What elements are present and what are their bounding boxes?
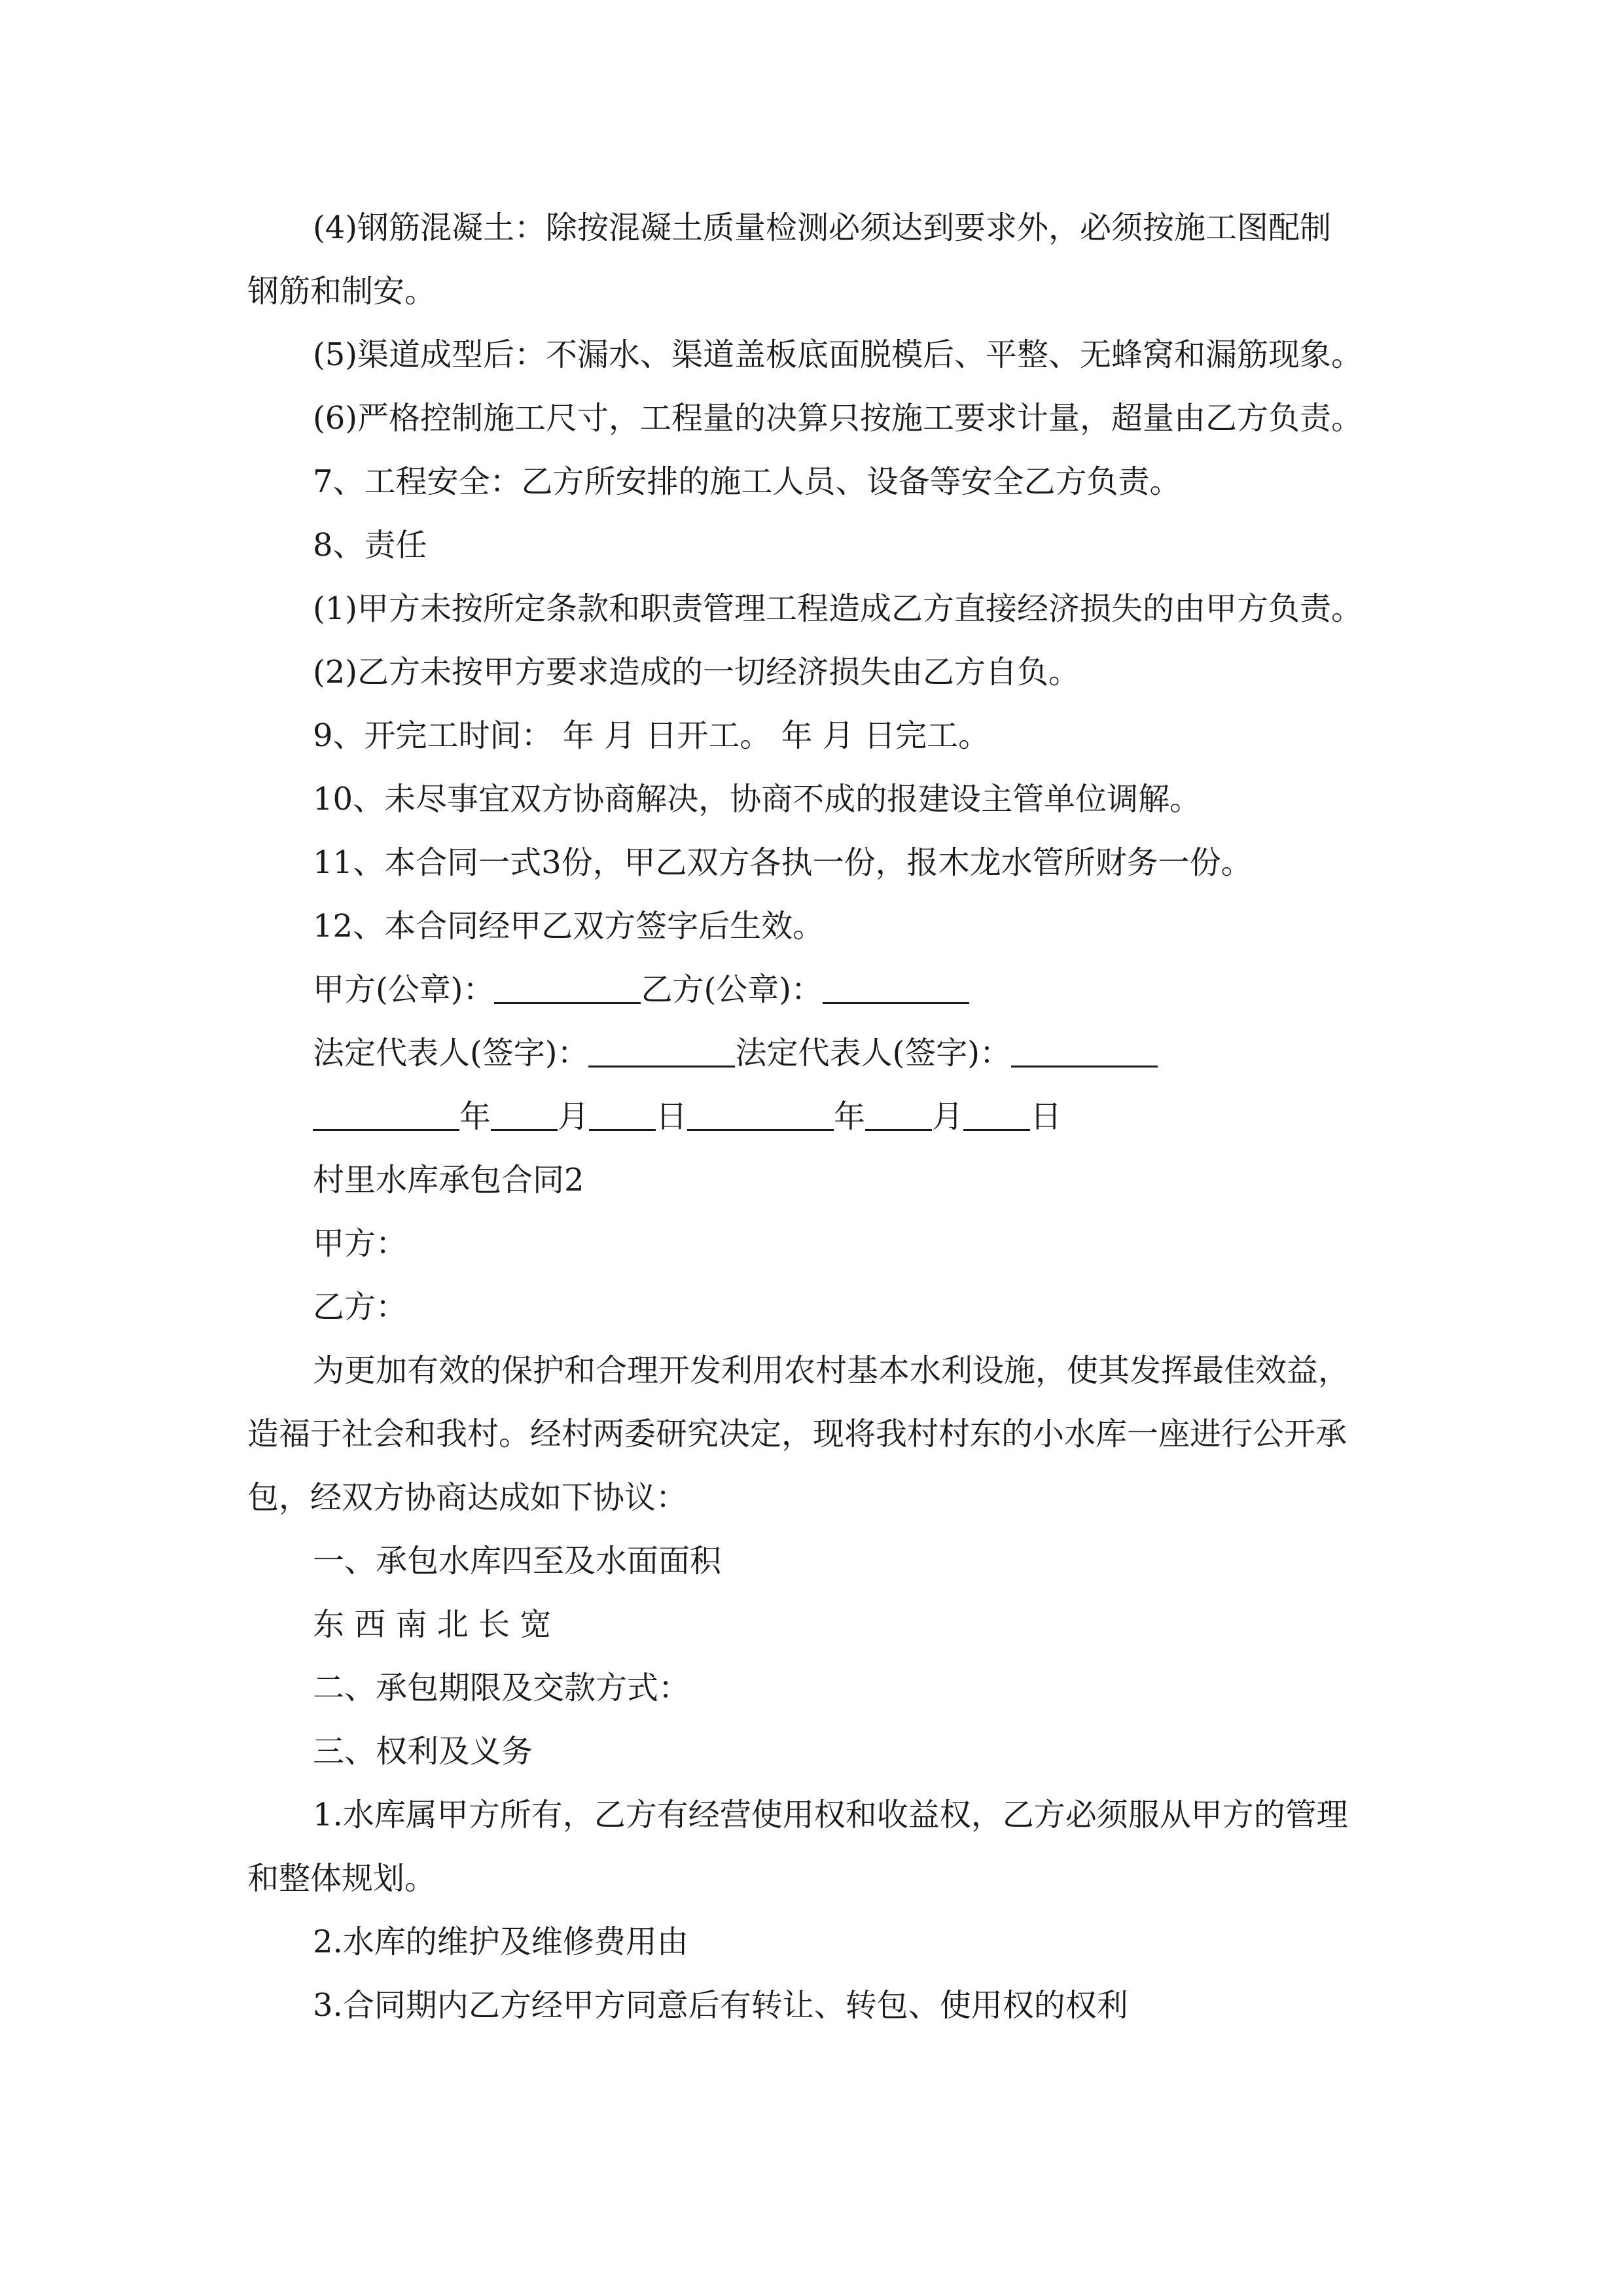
day-blank-b (963, 1098, 1030, 1131)
section-heading: 三、权利及义务 (313, 1733, 533, 1770)
party-a-seal-blank (494, 971, 641, 1004)
rep-sign-a-blank (588, 1034, 735, 1067)
year-blank-b (687, 1098, 834, 1131)
party-b-seal-label: 乙方(公章)： (641, 971, 823, 1008)
text-line: 9、开完工时间： 年 月 日开工。 年 月 日完工。 (313, 717, 990, 754)
text-line: 11、本合同一式3份，甲乙双方各执一份，报木龙水管所财务一份。 (313, 844, 1253, 881)
text-line: 为更加有效的保护和合理开发利用农村基本水利设施，使其发挥最佳效益， (313, 1352, 1350, 1389)
month-blank-b (865, 1098, 932, 1131)
rep-sign-b-label: 法定代表人(签字)： (735, 1035, 1011, 1071)
signature-line (247, 1022, 1397, 1085)
year-label: 年 (459, 1098, 491, 1135)
month-label: 月 (558, 1098, 590, 1135)
text-line: (4)钢筋混凝土：除按混凝土质量检测必须达到要求外，必须按施工图配制 (313, 209, 1331, 246)
text-line: 1.水库属甲方所有，乙方有经营使用权和收益权，乙方必须服从甲方的管理 (313, 1797, 1348, 1833)
text-line: 8、责任 (313, 527, 427, 564)
text-line: 12、本合同经甲乙双方签字后生效。 (313, 908, 825, 944)
text-line: 包，经双方协商达成如下协议： (247, 1479, 688, 1516)
text-line: (1)甲方未按所定条款和职责管理工程造成乙方直接经济损失的由甲方负责。 (313, 590, 1363, 627)
day-label: 日 (656, 1098, 688, 1135)
month-label: 月 (932, 1098, 964, 1135)
year-label: 年 (834, 1098, 866, 1135)
section-heading: 一、承包水库四至及水面面积 (313, 1543, 722, 1579)
text-line: 钢筋和制安。 (247, 273, 437, 310)
text-line: 和整体规划。 (247, 1860, 437, 1897)
section-heading: 二、承包期限及交款方式： (313, 1670, 690, 1706)
contract-title: 村里水库承包合同2 (313, 1162, 584, 1198)
month-blank-a (491, 1098, 558, 1131)
text-line: 7、工程安全：乙方所安排的施工人员、设备等安全乙方负责。 (313, 463, 1181, 500)
date-line (247, 1085, 1397, 1149)
party-a-line: 甲方： (313, 1225, 408, 1262)
party-b-line: 乙方： (313, 1289, 408, 1325)
text-line: 东 西 南 北 长 宽 (313, 1606, 552, 1643)
text-line: (2)乙方未按甲方要求造成的一切经济损失由乙方自负。 (313, 654, 1080, 691)
year-blank-a (313, 1098, 459, 1131)
text-line: (6)严格控制施工尺寸，工程量的决算只按施工要求计量，超量由乙方负责。 (313, 400, 1363, 437)
day-label: 日 (1030, 1098, 1062, 1135)
text-line: 10、未尽事宜双方协商解决，协商不成的报建设主管单位调解。 (313, 781, 1202, 817)
party-b-seal-blank (823, 971, 969, 1004)
text-line: 造福于社会和我村。经村两委研究决定，现将我村村东的小水库一座进行公开承 (247, 1416, 1347, 1452)
party-a-seal-label: 甲方(公章)： (313, 971, 495, 1008)
text-line: 3.合同期内乙方经甲方同意后有转让、转包、使用权的权利 (313, 1987, 1128, 2024)
text-line: (5)渠道成型后：不漏水、渠道盖板底面脱模后、平整、无蜂窝和漏筋现象。 (313, 336, 1363, 373)
rep-sign-a-label: 法定代表人(签字)： (313, 1035, 589, 1071)
seal-line (247, 958, 1397, 1022)
rep-sign-b-blank (1011, 1034, 1158, 1067)
day-blank-a (589, 1098, 656, 1131)
text-line: 2.水库的维护及维修费用由 (313, 1924, 688, 1960)
